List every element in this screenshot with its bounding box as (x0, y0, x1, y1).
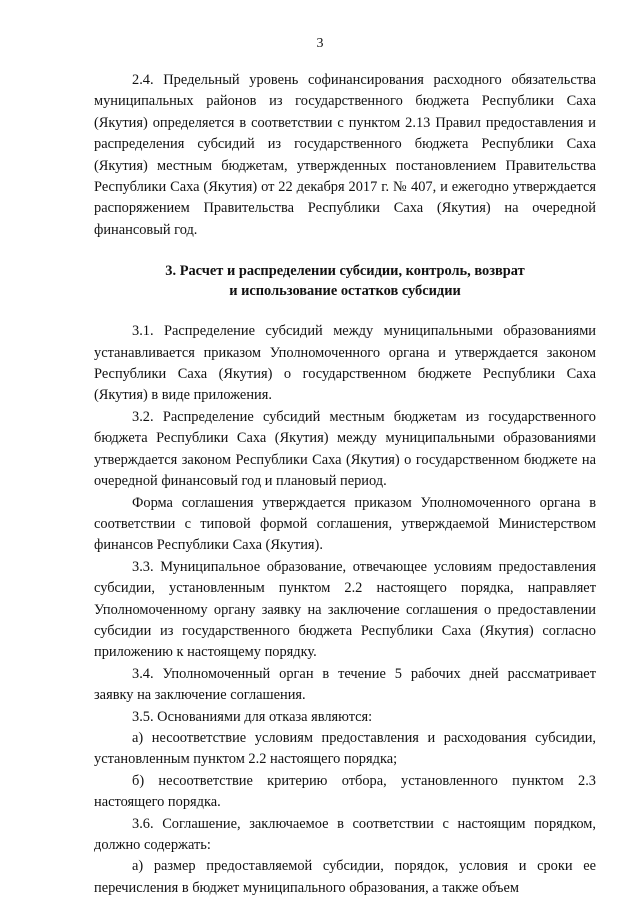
paragraph-3-6: 3.6. Соглашение, заключаемое в соответствии с настоящим порядком, должно содержать: (94, 815, 596, 853)
section-heading-line-1: 3. Расчет и распределении субсидии, контроль, возврат (165, 263, 525, 280)
section-heading-line-2: и использование остатков субсидии (229, 283, 461, 300)
paragraph-2-4: 2.4. Предельный уровень софинансирования расходного обязательства муниципальных районов из государственного бюджета Республики Саха (Якутия) определяется в соответствии с пунктом 2.13 Правил предоставления и распределения субсидий из государственного бюджета Республики Саха (Якутия) местным бюджетам, утвержденных постановлением Правительства Республики Саха (Якутия) от 22 декабря 2017 г. № 407, и ежегодно утверждается распоряжением Правительства Республики Саха (Якутия) на очередной финансовый год. (94, 72, 596, 238)
page-number: 3 (316, 36, 324, 51)
paragraph-3-6-a: а) размер предоставляемой субсидии, порядок, условия и сроки ее перечисления в бюджет муниципального образования, а также объем (94, 858, 596, 896)
paragraph-3-5-a: а) несоответствие условиям предоставления и расходования субсидии, установленным пунктом 2.2 настоящего порядка; (94, 729, 596, 768)
paragraph-3-4: 3.4. Уполномоченный орган в течение 5 рабочих дней рассматривает заявку на заключение соглашения. (94, 665, 596, 704)
paragraph-agreement-form: Форма соглашения утверждается приказом Уполномоченного органа в соответствии с типовой формой соглашения, утверждаемой Министерством финансов Республики Саха (Якутия). (94, 494, 596, 554)
paragraph-3-5-b: б) несоответствие критерию отбора, установленного пунктом 2.3 настоящего порядка. (94, 772, 596, 811)
section-heading (94, 261, 596, 301)
paragraph-3-1: 3.1. Распределение субсидий между муниципальными образованиями устанавливается приказом Уполномоченного органа и утверждается законом Республики Саха (Якутия) о государственном бюджете Республики Саха (Якутия) в виде приложения. (94, 323, 596, 404)
paragraph-3-2: 3.2. Распределение субсидий местным бюджетам из государственного бюджета Республики Саха (Якутия) между муниципальными образованиями утверждается законом Республики Саха (Якутия) о государственном бюджете на очередной финансовый год и плановый период. (94, 408, 596, 490)
paragraph-3-5: 3.5. Основаниями для отказа являются: (132, 708, 373, 725)
paragraph-3-3: 3.3. Муниципальное образование, отвечающее условиям предоставления субсидии, установленным пунктом 2.2 настоящего порядка, направляет Уполномоченному органу заявку на заключение соглашения о предоставлении субсидии из государственного бюджета Республики Саха (Якутия) согласно приложению к настоящему порядку. (94, 558, 596, 661)
document-body (94, 70, 596, 899)
